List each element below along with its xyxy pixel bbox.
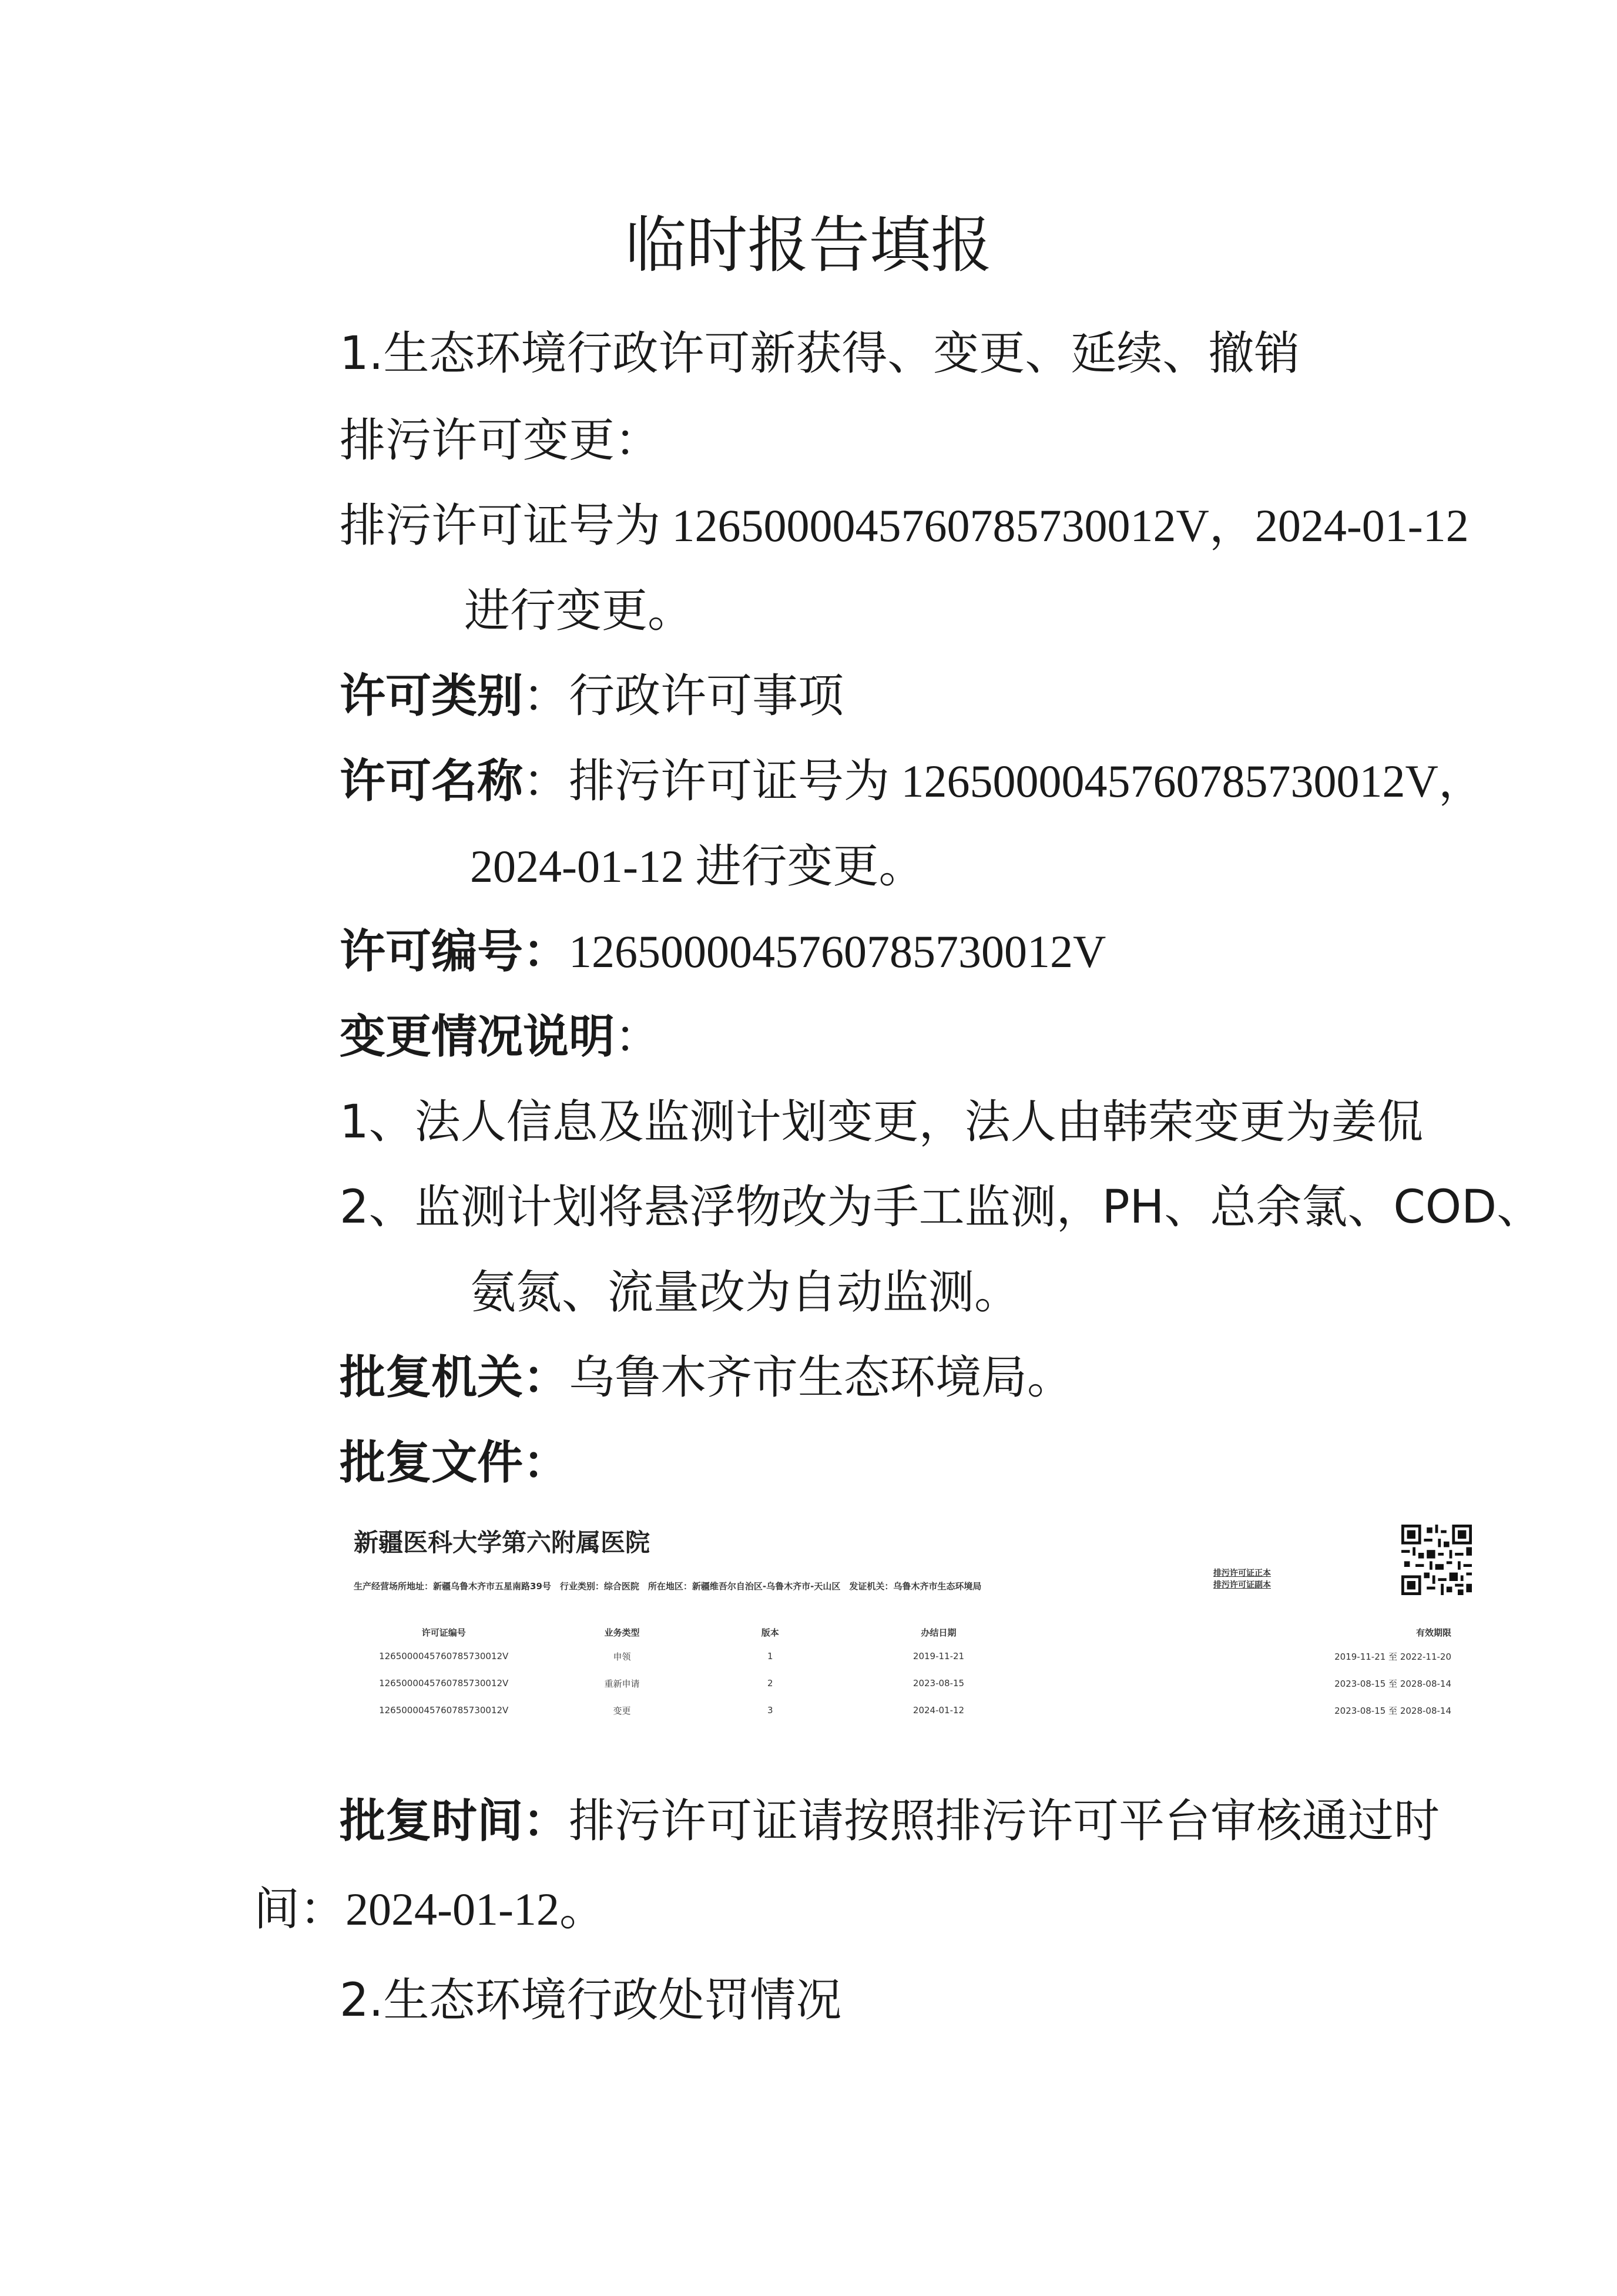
cell-validity: 2023-08-15 至 2028-08-14 [1334, 1705, 1451, 1716]
section2-heading: 2.生态环境行政处罚情况 [340, 1974, 842, 2027]
field-change-label: 变更情况说明 [340, 1011, 615, 1063]
table-row [358, 1697, 1463, 1724]
field-category-label: 许可类别 [340, 670, 524, 723]
col-header-validity: 有效期限 [1415, 1627, 1451, 1638]
field-name-label: 许可名称 [340, 755, 524, 808]
cell-number: 1265000045760785730012V [379, 1705, 509, 1716]
field-name-value-line2: 2024-01-12 进行变更。 [470, 841, 925, 892]
permit-links [1213, 1567, 1271, 1591]
cell-date: 2019-11-21 [913, 1651, 965, 1661]
permit-org: 新疆医科大学第六附属医院 [354, 1528, 650, 1557]
col-header-date: 办结日期 [921, 1627, 957, 1638]
qr-code-icon [1401, 1525, 1472, 1595]
field-number [340, 922, 1106, 981]
table-row [358, 1643, 1463, 1670]
table-row [358, 1670, 1463, 1697]
cell-version: 3 [767, 1705, 773, 1716]
intro-line-2: 进行变更。 [464, 585, 694, 637]
field-number-label: 许可编号： [340, 925, 569, 978]
intro-line-1: 排污许可证号为 1265000045760785730012V，2024-01-12 [340, 500, 1469, 551]
permit-link-original[interactable]: 排污许可证正本 [1213, 1569, 1271, 1578]
approval-time-line2: 间：2024-01-12。 [254, 1884, 605, 1935]
cell-version: 1 [767, 1651, 773, 1661]
section1-heading: 1.生态环境行政许可新获得、变更、延续、撤销 [340, 327, 1300, 380]
cell-type: 变更 [613, 1705, 631, 1716]
cell-validity: 2019-11-21 至 2022-11-20 [1334, 1651, 1451, 1662]
cell-date: 2024-01-12 [913, 1705, 965, 1716]
approval-time-label: 批复时间： [340, 1795, 569, 1848]
approval-time [340, 1792, 1440, 1851]
field-name [340, 752, 1484, 811]
change-item-3: 氨氮、流量改为自动监测。 [470, 1266, 1021, 1319]
permit-document [347, 1516, 1475, 1727]
permit-table-header [358, 1622, 1463, 1643]
field-document-label: 批复文件： [340, 1436, 569, 1489]
field-category-value: ：行政许可事项 [523, 670, 844, 723]
permit-table [358, 1622, 1463, 1724]
col-header-number: 许可证编号 [421, 1627, 466, 1638]
permit-meta: 生产经营场所地址：新疆乌鲁木齐市五星南路39号 行业类别：综合医院 所在地区：新疆维吾尔自治区-乌鲁木齐市-天山区 发证机关：乌鲁木齐市生态环境局 [354, 1581, 982, 1592]
field-authority-label: 批复机关： [340, 1351, 569, 1404]
cell-number: 1265000045760785730012V [379, 1651, 509, 1661]
change-item-1: 1、法人信息及监测计划变更，法人由韩荣变更为姜侃 [340, 1096, 1423, 1149]
cell-number: 1265000045760785730012V [379, 1678, 509, 1689]
cell-date: 2023-08-15 [913, 1678, 965, 1689]
field-name-value: ：排污许可证号为 1265000045760785730012V， [523, 756, 1484, 807]
sub-heading-change: 排污许可变更： [340, 414, 661, 467]
field-change-colon: ： [615, 1011, 661, 1063]
field-number-value: 1265000045760785730012V [569, 926, 1106, 977]
field-authority-value: 乌鲁木齐市生态环境局。 [569, 1351, 1073, 1404]
cell-type: 重新申请 [604, 1678, 640, 1689]
cell-type: 申领 [613, 1651, 631, 1662]
change-item-2: 2、监测计划将悬浮物改为手工监测，PH、总余氯、COD、 [340, 1181, 1543, 1234]
field-authority [340, 1348, 1073, 1407]
page-title: 临时报告填报 [625, 209, 992, 281]
col-header-type: 业务类型 [604, 1627, 640, 1638]
field-category [340, 667, 844, 726]
cell-validity: 2023-08-15 至 2028-08-14 [1334, 1678, 1451, 1689]
col-header-version: 版本 [761, 1627, 779, 1638]
field-change [340, 1008, 660, 1066]
approval-time-line1: 排污许可证请按照排污许可平台审核通过时 [569, 1795, 1440, 1848]
cell-version: 2 [767, 1678, 773, 1689]
permit-link-copy[interactable]: 排污许可证副本 [1213, 1580, 1271, 1590]
